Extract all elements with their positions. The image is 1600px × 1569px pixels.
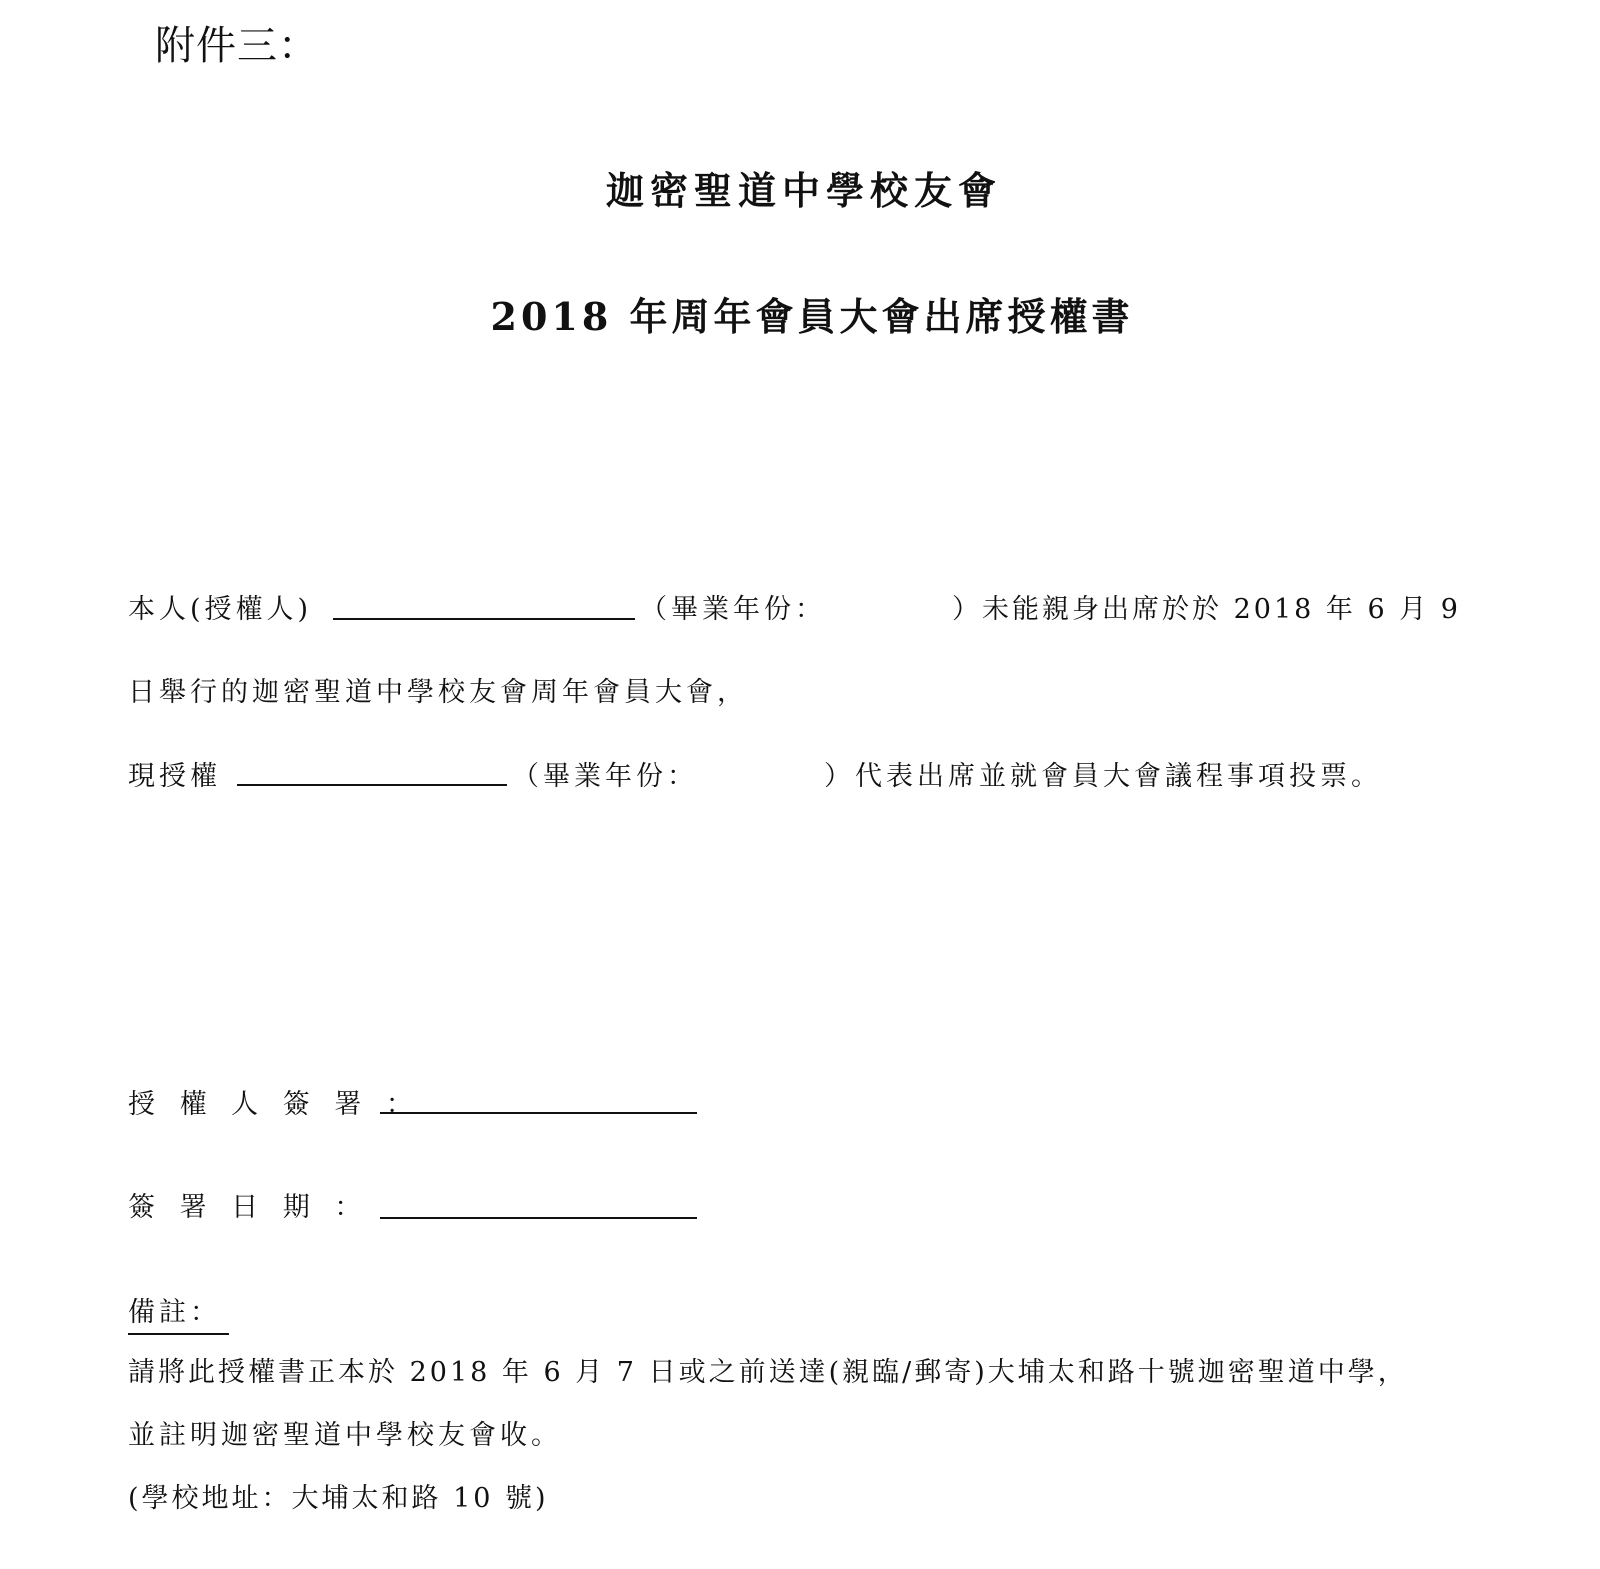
remarks-heading: 備註： [128, 1290, 229, 1335]
remarks-line-2: 並註明迦密聖道中學校友會收。 [128, 1420, 562, 1451]
signature-date-label: 簽 署 日 期 ： [128, 1192, 370, 1223]
meeting-description: 日舉行的迦密聖道中學校友會周年會員大會， [128, 677, 748, 708]
remarks-line-1: 請將此授權書正本於 2018 年 6 月 7 日或之前送達(親臨/郵寄)大埔太和路十號迦密聖道中學， [128, 1357, 1408, 1388]
proxy-graduation-year-label: （畢業年份： [512, 761, 698, 792]
grantor-graduation-year-label: （畢業年份： [640, 594, 826, 625]
attachment-label: 附件三： [155, 23, 319, 69]
document-title: 2018 年周年會員大會出席授權書 [490, 294, 1134, 339]
signature-blank[interactable] [380, 1112, 697, 1114]
grantor-name-blank[interactable] [333, 618, 635, 620]
organization-title: 迦密聖道中學校友會 [605, 168, 1002, 213]
signatory-signature-label: 授 權 人 簽 署 ： [128, 1089, 421, 1120]
proxy-label: 現授權 [128, 761, 221, 792]
proxy-authorization-statement: ）代表出席並就會員大會議程事項投票。 [824, 761, 1382, 792]
absence-statement: ）未能親身出席於於 2018 年 6 月 9 [952, 594, 1461, 625]
date-blank[interactable] [380, 1217, 697, 1219]
grantor-label: 本人(授權人) [128, 594, 313, 625]
proxy-name-blank[interactable] [237, 784, 507, 786]
school-address: (學校地址：大埔太和路 10 號) [128, 1483, 549, 1514]
